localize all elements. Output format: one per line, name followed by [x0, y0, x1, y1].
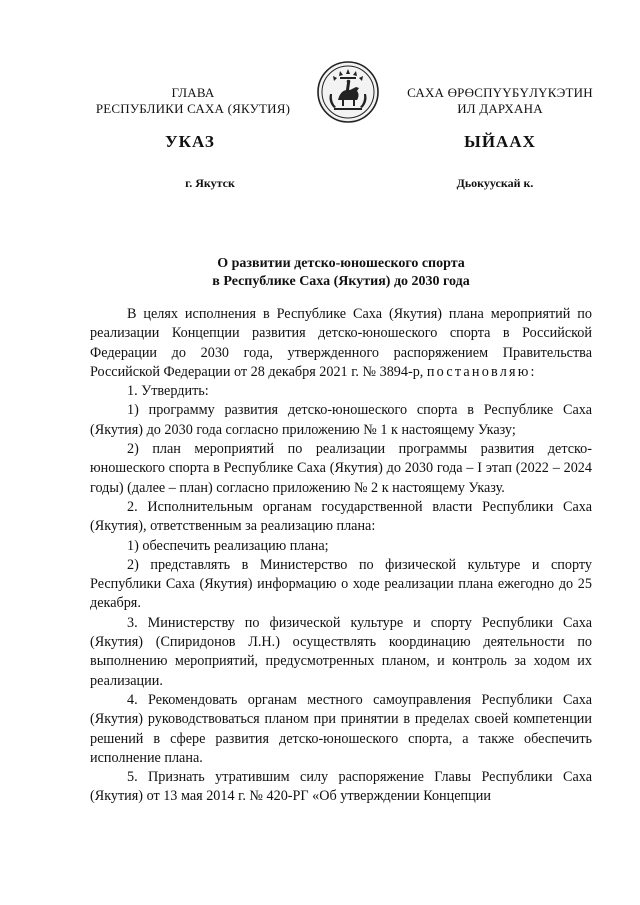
decree-word: постановляю: [426, 363, 537, 380]
paragraph-1-1: 1) программу развития детско-юношеского спорта в Республике Саха (Якутия) до 2030 года согласно приложению № 1 к настоящему Указу; [90, 402, 592, 438]
paragraph-3: 3. Министерству по физической культуре и спорту Республики Саха (Якутия) (Спиридонов Л.Н.) осуществлять координацию деятельности по выполнению мероприятий, предусмотренных планом, и контроль за ходом их реализации. [90, 614, 592, 689]
coat-of-arms-icon [316, 60, 380, 124]
document-body [90, 305, 592, 807]
header-right-line1: САХА ӨРӨСПҮҮБҮЛҮКЭТИН [407, 85, 593, 100]
city-right: Дьокуускай к. [456, 176, 534, 190]
doc-type-right: ЫЙААХ [464, 132, 536, 151]
paragraph-1: 1. Утвердить: [127, 383, 209, 400]
city-left: г. Якутск [185, 176, 235, 190]
intro-paragraph [90, 305, 592, 382]
title-line1: О развитии детско-юношеского спорта [217, 256, 465, 271]
header-left [84, 85, 302, 117]
header-left-line2: РЕСПУБЛИКИ САХА (ЯКУТИЯ) [95, 101, 291, 116]
doc-type-left: УКАЗ [165, 132, 215, 151]
paragraph-5: 5. Признать утратившим силу распоряжение Главы Республики Саха (Якутия) от 13 мая 2014 г. № 420-РГ «Об утверждении Концепции [90, 769, 592, 805]
header-left-line1: ГЛАВА [171, 85, 215, 100]
paragraph-2-1: 1) обеспечить реализацию плана; [127, 537, 329, 554]
paragraph-1-2: 2) план мероприятий по реализации программы развития детско-юношеского спорта в Республике Саха (Якутия) до 2030 года – I этап (2022 – 2024 годы) (далее – план) согласно приложению № 2 к настоящему Указу. [90, 441, 592, 496]
header-right-line2: ИЛ ДАРХАНА [457, 101, 543, 116]
paragraph-2-2: 2) представлять в Министерство по физической культуре и спорту Республики Саха (Якутия) информацию о ходе реализации плана ежегодно до 25 декабря. [90, 556, 592, 612]
document-title [90, 255, 592, 291]
header-right [394, 85, 606, 117]
paragraph-4: 4. Рекомендовать органам местного самоуправления Республики Саха (Якутия) руководствоваться планом при принятии в пределах своей компетенции решений в сфере развития детско-юношеского спорта, а также обеспечить исполнение плана. [90, 691, 592, 766]
intro-text: В целях исполнения в Республике Саха (Якутия) плана мероприятий по реализации Концепции развития детско-юношеского спорта в Российской Федерации до 2030 года, утвержденного распоряжением Правительства Российской Федерации от 28 декабря 2021 г. № 3894-р, [90, 306, 592, 380]
paragraph-2: 2. Исполнительным органам государственной власти Республики Саха (Якутия), ответственным за реализацию плана: [90, 498, 592, 535]
title-line2: в Республике Саха (Якутия) до 2030 года [212, 274, 470, 289]
